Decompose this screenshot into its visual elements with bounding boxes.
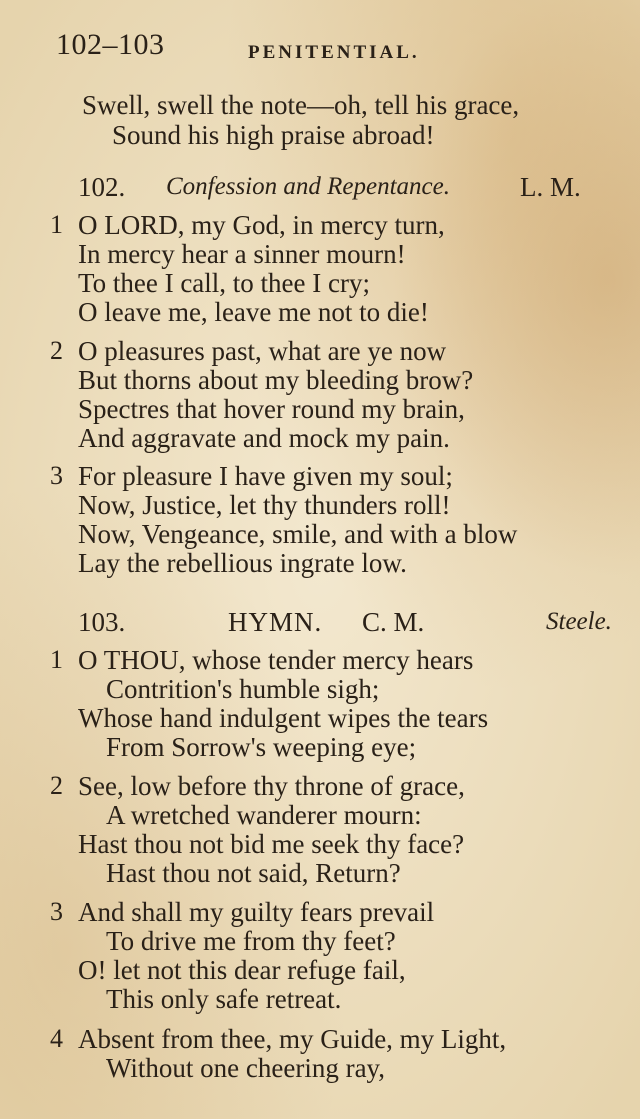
hymn-title: Confession and Repentance. (166, 173, 450, 200)
verse-line: Without one cheering ray, (106, 1053, 386, 1083)
hymn-meter: L. M. (520, 172, 581, 202)
running-title: PENITENTIAL. (248, 42, 420, 63)
hymn-number: 102. (78, 172, 126, 202)
stanza-number: 2 (50, 336, 63, 365)
verse-line: O LORD, my God, in mercy turn, (78, 210, 445, 240)
verse-line: Now, Vengeance, smile, and with a blow (78, 519, 518, 549)
verse-line: Spectres that hover round my brain, (78, 394, 465, 424)
verse-line: O pleasures past, what are ye now (78, 336, 447, 366)
verse-line: O leave me, leave me not to die! (78, 297, 429, 327)
verse-line: But thorns about my bleeding brow? (78, 365, 474, 395)
stanza-number: 3 (50, 897, 63, 926)
verse-line: In mercy hear a sinner mourn! (78, 239, 406, 269)
verse-line: Lay the rebellious ingrate low. (78, 548, 407, 578)
verse-line: See, low before thy throne of grace, (78, 771, 465, 801)
stanza-number: 4 (50, 1024, 63, 1053)
hymn-author: Steele. (546, 608, 612, 635)
verse-line: And aggravate and mock my pain. (78, 423, 450, 453)
verse-line: To thee I call, to thee I cry; (78, 268, 370, 298)
verse-line: Now, Justice, let thy thunders roll! (78, 490, 451, 520)
verse-line: To drive me from thy feet? (106, 926, 396, 956)
intro-line: Swell, swell the note—oh, tell his grace, (82, 90, 520, 120)
intro-line: Sound his high praise abroad! (112, 120, 435, 150)
hymn-title: HYMN. (228, 607, 323, 637)
stanza-number: 1 (50, 210, 63, 239)
verse-line: From Sorrow's weeping eye; (106, 732, 417, 762)
verse-line: Contrition's humble sigh; (106, 674, 380, 704)
stanza-number: 1 (50, 645, 63, 674)
verse-line: Whose hand indulgent wipes the tears (78, 703, 489, 733)
verse-line: This only safe retreat. (106, 984, 342, 1014)
stanza-number: 2 (50, 771, 63, 800)
verse-line: And shall my guilty fears prevail (78, 897, 435, 927)
hymn-number: 103. (78, 607, 126, 637)
verse-line: Hast thou not bid me seek thy face? (78, 829, 465, 859)
verse-line: O THOU, whose tender mercy hears (78, 645, 474, 675)
verse-line: Hast thou not said, Return? (106, 858, 401, 888)
verse-line: For pleasure I have given my soul; (78, 461, 453, 491)
stanza-number: 3 (50, 461, 63, 490)
page-numbers: 102–103 (56, 28, 165, 61)
verse-line: Absent from thee, my Guide, my Light, (78, 1024, 507, 1054)
verse-line: A wretched wanderer mourn: (106, 800, 422, 830)
hymn-meter: C. M. (362, 607, 425, 637)
verse-line: O! let not this dear refuge fail, (78, 955, 406, 985)
